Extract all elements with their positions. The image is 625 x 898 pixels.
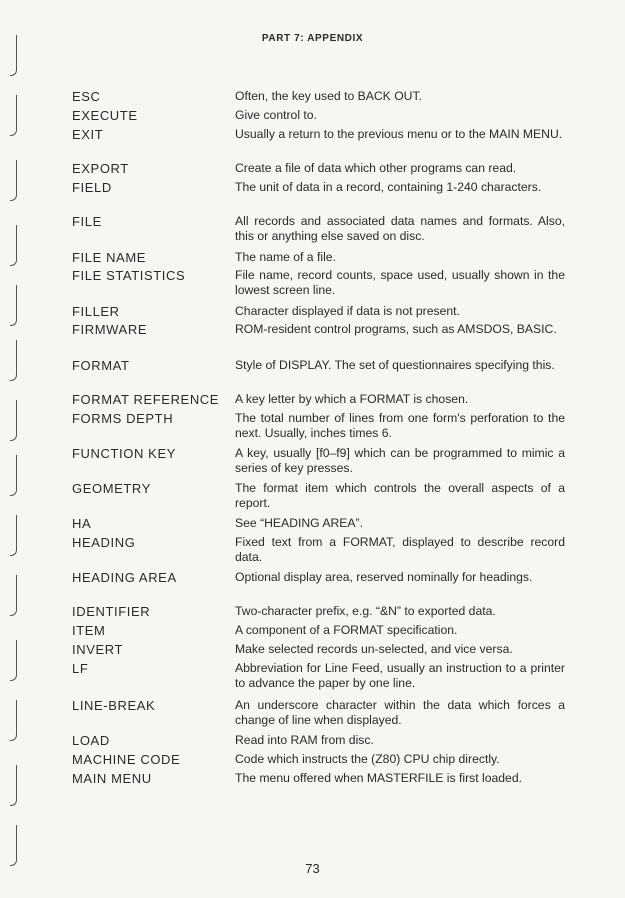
glossary-definition: See “HEADING AREA”. [235, 516, 364, 530]
page-number: 73 [305, 861, 320, 876]
glossary-term: FILLER [72, 304, 120, 319]
glossary-term: MAIN MENU [72, 771, 152, 786]
glossary-term: FUNCTION KEY [72, 446, 176, 461]
glossary-definition: Code which instructs the (Z80) CPU chip directly. [235, 752, 500, 766]
glossary-term: EXIT [72, 127, 104, 142]
glossary-definition: Usually a return to the previous menu or to the MAIN MENU. [235, 127, 563, 141]
glossary-definition: All records and associated data names and formats. Also, this or anything else saved on disc. [235, 214, 565, 243]
glossary-definition: Make selected records un-selected, and vice versa. [235, 642, 513, 656]
glossary-term: INVERT [72, 642, 124, 657]
glossary-definition: Character displayed if data is not present. [235, 304, 460, 318]
glossary-term: EXPORT [72, 161, 129, 176]
glossary-term: FORMAT REFERENCE [72, 392, 220, 407]
glossary-definition: Create a file of data which other programs can read. [235, 161, 517, 175]
glossary-definition: An underscore character within the data which forces a change of line when displayed. [235, 698, 565, 727]
glossary-term: MACHINE CODE [72, 752, 181, 767]
glossary-term: EXECUTE [72, 108, 138, 123]
glossary-term: FILE [72, 214, 102, 229]
glossary-term: HEADING AREA [72, 570, 177, 585]
glossary-definition: The name of a file. [235, 250, 336, 264]
glossary-term: HEADING [72, 535, 136, 550]
glossary-term: FIRMWARE [72, 322, 148, 337]
glossary-definition: Read into RAM from disc. [235, 733, 374, 747]
glossary-definition: The format item which controls the overall aspects of a report. [235, 481, 565, 510]
glossary-definition: The unit of data in a record, containing 1-240 characters. [235, 180, 542, 194]
glossary-term: FORMAT [72, 358, 130, 373]
glossary-definition: Give control to. [235, 108, 317, 122]
glossary-term: FIELD [72, 180, 112, 195]
glossary-definition: ROM-resident control programs, such as AMSDOS, BASIC. [235, 322, 557, 336]
glossary-definition: Abbreviation for Line Feed, usually an instruction to a printer to advance the paper by one line. [235, 661, 565, 690]
glossary-definition: Style of DISPLAY. The set of questionnaires specifying this. [235, 358, 555, 372]
glossary-definition: The menu offered when MASTERFILE is first loaded. [235, 771, 522, 785]
glossary-definition: Fixed text from a FORMAT, displayed to describe record data. [235, 535, 565, 564]
glossary-definition: A key, usually [f0–f9] which can be programmed to mimic a series of key presses. [235, 446, 565, 475]
glossary-definition: File name, record counts, space used, usually shown in the lowest screen line. [235, 268, 565, 297]
glossary-term: HA [72, 516, 92, 531]
glossary-term: ESC [72, 89, 101, 104]
glossary-definition: A key letter by which a FORMAT is chosen. [235, 392, 469, 406]
glossary-term: FILE NAME [72, 250, 147, 265]
binding-marks [10, 0, 20, 898]
glossary-term: LINE-BREAK [72, 698, 156, 713]
page-header: PART 7: APPENDIX [261, 33, 364, 44]
glossary-definition: Two-character prefix, e.g. “&N” to exported data. [235, 604, 496, 618]
glossary-term: GEOMETRY [72, 481, 151, 496]
glossary-term: IDENTIFIER [72, 604, 151, 619]
glossary-definition: A component of a FORMAT specification. [235, 623, 458, 637]
glossary-term: FILE STATISTICS [72, 268, 186, 283]
glossary-term: LF [72, 661, 89, 676]
glossary-term: FORMS DEPTH [72, 411, 174, 426]
glossary-term: LOAD [72, 733, 110, 748]
glossary-definition: Often, the key used to BACK OUT. [235, 89, 422, 103]
glossary-term: ITEM [72, 623, 106, 638]
glossary-definition: Optional display area, reserved nominally for headings. [235, 570, 533, 584]
glossary-definition: The total number of lines from one form's perforation to the next. Usually, inches times 6. [235, 411, 565, 440]
